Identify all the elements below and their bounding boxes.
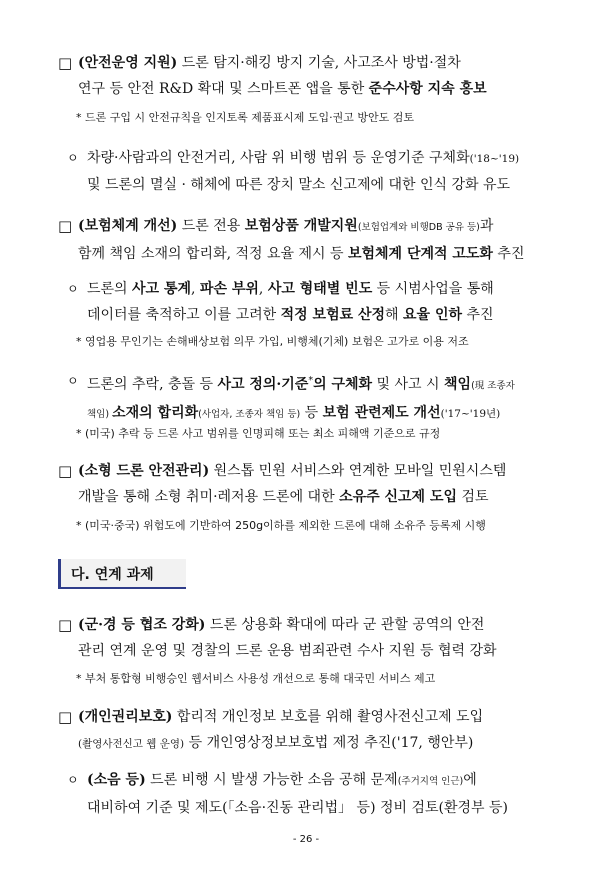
circle-bullet-icon: ㅇ	[67, 773, 79, 787]
text-line: (소형 드론 안전관리) 원스톱 민원 서비스와 연계한 모바일 민원시스템	[78, 463, 507, 479]
page-number: - 26 -	[292, 834, 320, 845]
circle-bullet-icon: ㅇ	[67, 282, 79, 296]
circle-bullet-icon: ㅇ	[67, 374, 79, 388]
text-line: 드론의 추락, 충돌 등 사고 정의·기준*의 구체화 및 사고 시 책임(現 조종자	[87, 375, 515, 393]
footnote: * 영업용 무인기는 손해배상보험 의무 가입, 비행체(기체) 보험은 고가로 이용 저조	[76, 335, 469, 348]
section-heading: 다. 연계 과제	[58, 559, 186, 589]
item-military-police-cooperation	[58, 612, 563, 664]
text-line: 개발을 통해 소형 취미·레저용 드론에 대한 소유주 신고제 도입 검토	[78, 489, 489, 505]
footnote: * 드론 구입 시 안전규칙을 인지토록 제품표시제 도입·권고 방안도 검토	[76, 111, 414, 124]
square-bullet-icon: □	[58, 217, 73, 235]
item-insurance-system-improvement	[58, 213, 563, 267]
text-line: (군·경 등 협조 강화) 드론 상용화 확대에 따라 군 관할 공역의 안전	[78, 617, 485, 633]
square-bullet-icon: □	[58, 54, 73, 72]
text-line: (개인권리보호) 합리적 개인정보 보호를 위해 촬영사전신고제 도입	[78, 709, 484, 725]
footnote: * 부처 통합형 비행승인 웹서비스 사용성 개선으로 통해 대국민 서비스 제고	[76, 672, 436, 685]
item-small-drone-safety	[58, 458, 563, 510]
text-line: 대비하여 기준 및 제도(「소음·진동 관리법」 등) 정비 검토(환경부 등)	[87, 800, 508, 816]
sub-item-accident-statistics	[58, 276, 563, 328]
text-line: 책임) 소재의 합리화(사업자, 조종자 책임 등) 등 보험 관련제도 개선('17~'19년)	[87, 404, 501, 421]
text-line: 함께 책임 소재의 합리화, 적정 요율 제시 등 보험체계 단계적 고도화 추진	[78, 246, 525, 262]
text-line: (소음 등) 드론 비행 시 발생 가능한 소음 공해 문제(주거지역 인근)에	[87, 772, 477, 788]
text-line: 드론의 사고 통계, 파손 부위, 사고 형태별 빈도 등 시범사업을 통해	[87, 281, 494, 297]
text-line: 차량·사람과의 안전거리, 사람 위 비행 범위 등 운영기준 구체화('18~'19)	[87, 150, 520, 166]
square-bullet-icon: □	[58, 462, 73, 480]
sub-item-accident-definition	[58, 368, 563, 428]
text-line: (촬영사전신고 웹 운영) 등 개인영상정보보호법 제정 추진('17, 행안부)	[78, 735, 474, 751]
circle-bullet-icon: ㅇ	[67, 151, 79, 165]
text-line: (안전운영 지원) 드론 탐지·해킹 방지 기술, 사고조사 방법·절차	[78, 55, 461, 71]
square-bullet-icon: □	[58, 708, 73, 726]
footnote: * (미국·중국) 위험도에 기반하여 250g이하를 제외한 드론에 대해 소유주 등록제 시행	[76, 519, 486, 532]
item-personal-rights-protection	[58, 704, 563, 757]
sub-item-operation-standards	[58, 145, 563, 198]
text-line: 관리 연계 운영 및 경찰의 드론 운용 범죄관련 수사 지원 등 협력 강화	[78, 643, 497, 659]
sub-item-noise	[58, 767, 563, 821]
square-bullet-icon: □	[58, 616, 73, 634]
text-line: 연구 등 안전 R&D 확대 및 스마트폰 앱을 통한 준수사항 지속 홍보	[78, 81, 487, 97]
text-line: 및 드론의 멸실 · 해체에 따른 장치 말소 신고제에 대한 인식 강화 유도	[87, 177, 510, 193]
text-line: (보험체계 개선) 드론 전용 보험상품 개발지원(보험업계와 비행DB 공유 등)과	[78, 218, 494, 234]
item-safety-operation-support	[58, 50, 563, 102]
text-line: 데이터를 축적하고 이를 고려한 적정 보험료 산정해 요율 인하 추진	[87, 307, 494, 323]
footnote: * (미국) 추락 등 드론 사고 범위를 인명피해 또는 최소 피해액 기준으로 규정	[76, 427, 441, 440]
